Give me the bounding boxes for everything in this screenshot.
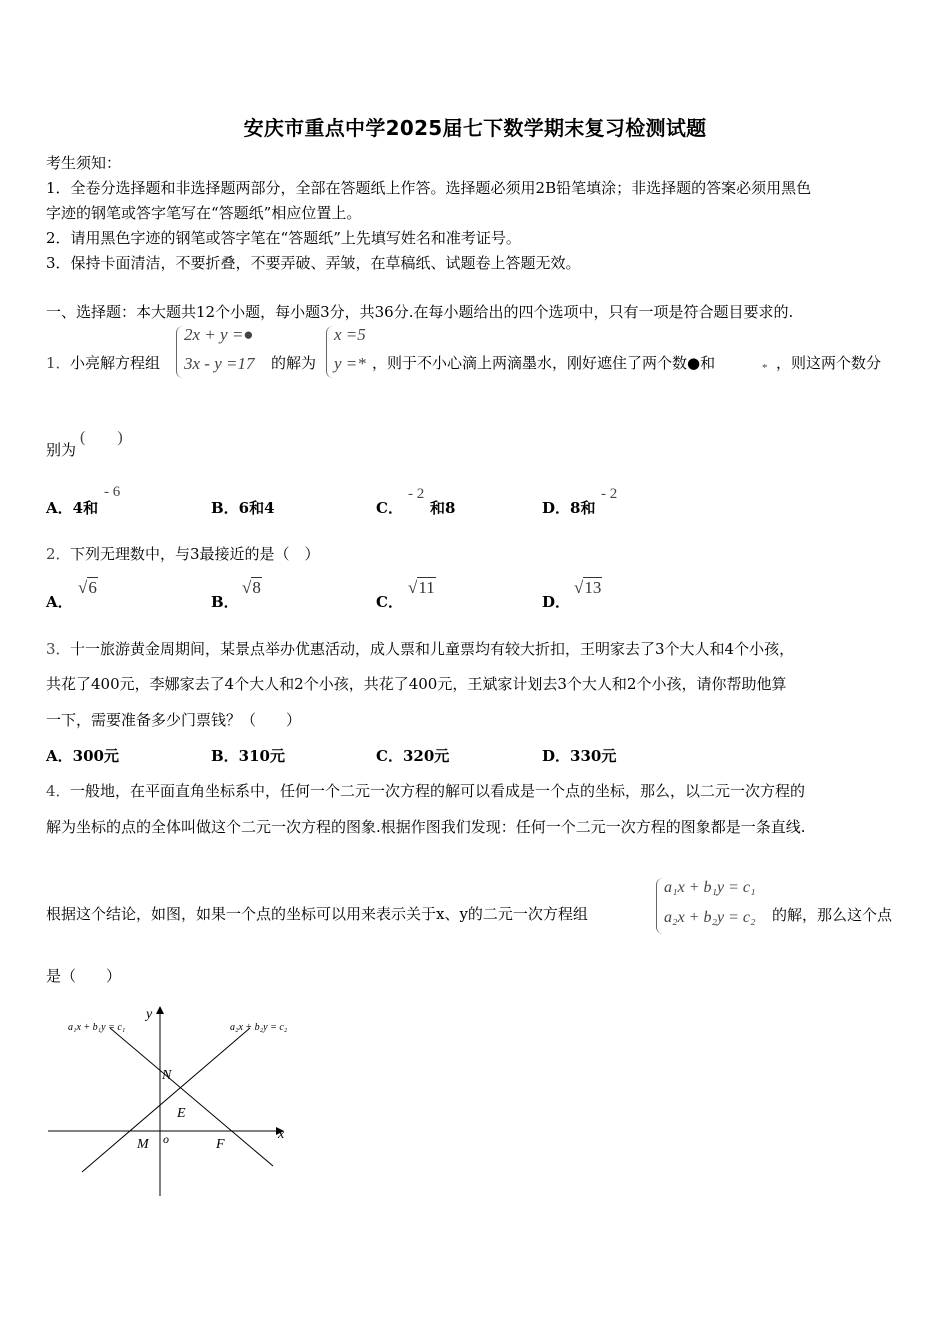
option-a[interactable]: A． xyxy=(46,593,73,611)
option-c-math: - 2 xyxy=(408,486,425,502)
sqrt-8: √8 xyxy=(242,578,261,597)
option-a[interactable]: A．4和 xyxy=(46,499,99,517)
point-f-label: F xyxy=(216,1137,225,1152)
answer-paren: ( ) xyxy=(80,429,123,446)
question-text: 一般地，在平面直角坐标系中，任何一个二元一次方程的解可以看成是一个点的坐标，那么，以二元一次方程的 xyxy=(70,782,806,800)
question-text: ，则这两个数分 xyxy=(776,354,882,372)
option-c[interactable]: C． xyxy=(376,499,403,517)
question-text: 的解，那么这个点 xyxy=(772,906,893,924)
option-b[interactable]: B．310元 xyxy=(211,747,285,765)
line-1-label: a₁x + b₁y = c₁ xyxy=(68,1022,126,1033)
y-axis-label: y xyxy=(146,1007,153,1022)
line-2-label: a₂x + b₂y = c₂ xyxy=(230,1022,288,1033)
page-title: 安庆市重点中学2025届七下数学期末复习检测试题 xyxy=(243,116,707,140)
sqrt-11: √11 xyxy=(408,578,435,597)
notice-item-3: 3．保持卡面清洁，不要折叠，不要弄破、弄皱，在草稿纸、试题卷上答题无效。 xyxy=(46,254,581,272)
solution-y: y =* xyxy=(334,354,366,373)
question-text: 一下，需要准备多少门票钱？（ ） xyxy=(46,711,302,729)
equation-1: 2x + y =● xyxy=(184,325,254,344)
option-d[interactable]: D． xyxy=(542,593,571,611)
notice-item-1-cont: 字迹的钢笔或答字笔写在“答题纸”相应位置上。 xyxy=(46,204,362,222)
question-text: 是（ ） xyxy=(46,967,122,985)
option-d-math: - 2 xyxy=(601,486,618,502)
question-number: 1． xyxy=(46,354,71,372)
question-number: 2． xyxy=(46,545,71,563)
option-b[interactable]: B．6和4 xyxy=(211,499,275,517)
y-axis-arrow xyxy=(156,1006,164,1014)
x-axis-label: x xyxy=(278,1127,285,1142)
option-d[interactable]: D．8和 xyxy=(542,499,596,517)
option-a[interactable]: A．300元 xyxy=(46,747,119,765)
point-m-label: M xyxy=(137,1137,149,1152)
question-text: 别为 xyxy=(46,441,77,459)
option-c-after: 和8 xyxy=(430,499,456,517)
notice-item-2: 2．请用黑色字迹的钢笔或答字笔在“答题纸”上先填写姓名和准考证号。 xyxy=(46,229,521,247)
question-text: 下列无理数中，与3最接近的是（ ） xyxy=(70,545,320,563)
question-number: 3． xyxy=(46,640,71,658)
section-heading: 一、选择题：本大题共12个小题，每小题3分，共36分.在每小题给出的四个选项中，只有一项是符合题目要求的. xyxy=(46,303,794,321)
option-c[interactable]: C．320元 xyxy=(376,747,450,765)
question-text: 十一旅游黄金周期间，某景点举办优惠活动，成人票和儿童票均有较大折扣，王明家去了3个大人和4个小孩， xyxy=(70,640,795,658)
question-text: 共花了400元，李娜家去了4个大人和2个小孩，共花了400元，王斌家计划去3个大人和2个小孩，请你帮助他算 xyxy=(46,675,787,693)
coordinate-figure xyxy=(40,1000,310,1200)
option-a-math: - 6 xyxy=(104,484,121,500)
point-e-label: E xyxy=(177,1106,186,1121)
equation-brace xyxy=(176,326,183,378)
system-eq-1: a₁x + b₁y = c₁ xyxy=(664,879,756,896)
notice-item-1: 1．全卷分选择题和非选择题两部分，全部在答题纸上作答。选择题必须用2B铅笔填涂；非选择题的答案必须用黑色 xyxy=(46,179,812,197)
solution-brace xyxy=(326,326,333,378)
star-symbol: * xyxy=(762,362,768,374)
option-b[interactable]: B． xyxy=(211,593,239,611)
line-1 xyxy=(110,1028,273,1166)
notice-heading: 考生须知： xyxy=(46,154,122,172)
question-text: 的解为 xyxy=(271,354,317,372)
equation-2: 3x - y =17 xyxy=(184,354,255,373)
point-n-label: N xyxy=(162,1068,172,1083)
origin-label: o xyxy=(163,1132,169,1146)
system-eq-2: a₂x + b₂y = c₂ xyxy=(664,909,756,926)
question-text: 解为坐标的点的全体叫做这个二元一次方程的图象.根据作图我们发现：任何一个二元一次方程的图象都是一条直线. xyxy=(46,818,806,836)
option-c[interactable]: C． xyxy=(376,593,403,611)
sqrt-13: √13 xyxy=(574,578,602,597)
sqrt-6: √6 xyxy=(78,578,97,597)
question-text: ，则于不小心滴上两滴墨水，刚好遮住了两个数●和 xyxy=(372,354,716,372)
question-text: 根据这个结论，如图，如果一个点的坐标可以用来表示关于x、y的二元一次方程组 xyxy=(46,905,588,923)
option-d[interactable]: D．330元 xyxy=(542,747,617,765)
system-brace xyxy=(656,878,663,934)
solution-x: x =5 xyxy=(334,325,366,344)
question-number: 4． xyxy=(46,782,71,800)
line-2 xyxy=(82,1028,250,1172)
question-text: 小亮解方程组 xyxy=(70,354,161,372)
